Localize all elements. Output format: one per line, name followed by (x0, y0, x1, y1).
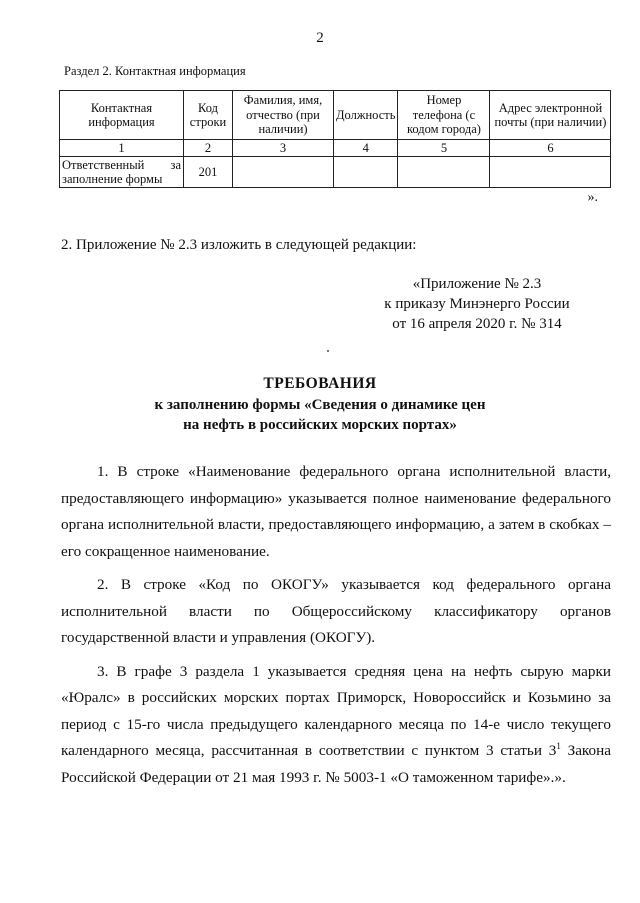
page-number: 2 (316, 30, 324, 46)
table-row (60, 157, 611, 188)
heading-line3: на нефть в российских морских портах» (183, 417, 457, 434)
table-header-row (60, 91, 611, 140)
appendix-reference (372, 275, 582, 335)
appendix-line3: от 16 апреля 2020 г. № 314 (392, 315, 562, 332)
cell-phone[interactable] (398, 157, 490, 188)
responsible-label-line2: заполнение формы (62, 172, 163, 186)
header-full-name: Фамилия, имя, отчество (при наличии) (233, 91, 334, 140)
header-phone: Номер телефона (с кодом города) (398, 91, 490, 140)
instruction-line: 2. Приложение № 2.3 изложить в следующей редакции: (61, 237, 417, 253)
closing-quote: ». (587, 190, 598, 205)
header-row-code: Код строки (184, 91, 233, 140)
header-position: Должность (334, 91, 398, 140)
cell-email[interactable] (490, 157, 611, 188)
cell-position[interactable] (334, 157, 398, 188)
requirements-heading (0, 374, 640, 435)
column-number: 4 (334, 140, 398, 157)
paragraph-3-superscript: 1 (556, 740, 561, 751)
cell-responsible-label (60, 157, 184, 188)
responsible-label-word1: Ответственный (62, 157, 145, 172)
cell-full-name[interactable] (233, 157, 334, 188)
cell-row-code: 201 (184, 157, 233, 188)
section-title: Раздел 2. Контактная информация (64, 64, 246, 78)
scan-speck (327, 350, 329, 352)
paragraph-1: 1. В строке «Наименование федерального органа исполнительной власти, предоставляющего информацию» указывается полное наименование федерального органа исполнительной власти, предоставляющего информацию, а затем в скобках – его сокращенное наименование. (61, 463, 611, 560)
column-number: 6 (490, 140, 611, 157)
requirements-body (61, 459, 611, 798)
header-email: Адрес электронной почты (при наличии) (490, 91, 611, 140)
heading-title: ТРЕБОВАНИЯ (263, 375, 377, 392)
contact-info-table (59, 90, 611, 188)
responsible-label-word2: за (170, 157, 181, 172)
paragraph-2: 2. В строке «Код по ОКОГУ» указывается код федерального органа исполнительной власти по Общероссийскому классификатору органов государственной власти и управления (ОКОГУ). (61, 576, 611, 646)
column-number: 3 (233, 140, 334, 157)
table-column-numbers-row (60, 140, 611, 157)
paragraph-3-part1: 3. В графе 3 раздела 1 указывается средняя цена на нефть сырую марки «Юралс» в российских морских портах Приморск, Новороссийск и Козьмино за период с 15-го числа предыдущего календарного месяца по 14-е число текущего календарного месяца, рассчитанная в соответствии с пунктом 3 статьи 3 (61, 662, 611, 759)
header-contact-info: Контактная информация (60, 91, 184, 140)
column-number: 2 (184, 140, 233, 157)
heading-line2: к заполнению формы «Сведения о динамике цен (154, 396, 486, 413)
column-number: 5 (398, 140, 490, 157)
column-number: 1 (60, 140, 184, 157)
appendix-line1: «Приложение № 2.3 (412, 276, 542, 292)
appendix-line2: к приказу Минэнерго России (384, 295, 570, 312)
paragraph-3-part2: Закона Российской Федерации от 21 мая 1993 г. № 5003-1 «О таможенном тарифе».». (61, 742, 612, 786)
paragraph-3 (61, 659, 611, 792)
